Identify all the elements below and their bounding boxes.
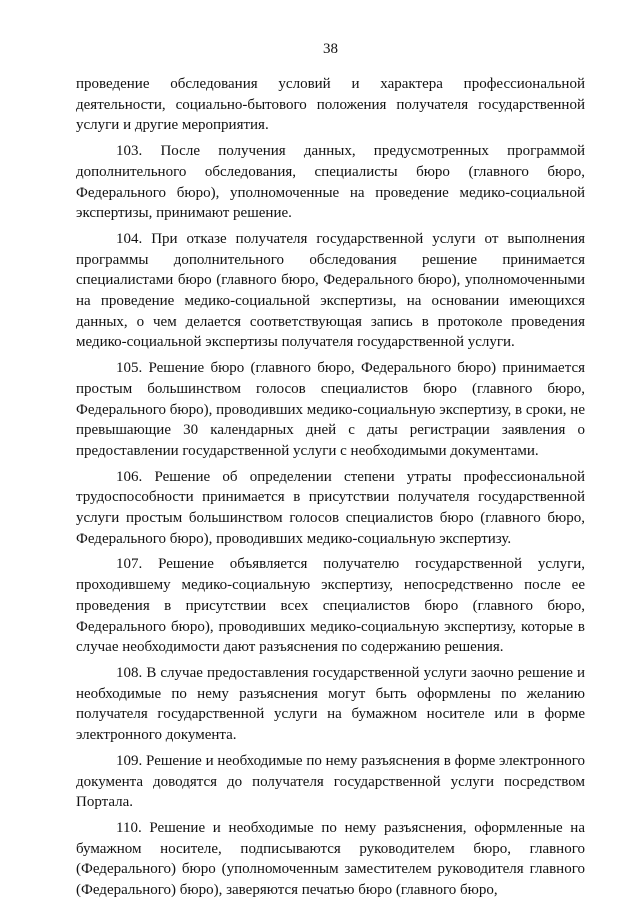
document-page — [76, 0, 585, 905]
paragraph-103: 103. После получения данных, предусмотренных программой дополнительного обследования, специалисты бюро (главного бюро, Федерального бюро), уполномоченные на проведение медико-социальной экспертизы, принимают решение. — [76, 143, 585, 222]
document-body — [76, 74, 585, 906]
paragraph-110: 110. Решение и необходимые по нему разъяснения, оформленные на бумажном носителе, подписываются руководителем бюро, главного (Федерального) бюро (уполномоченным заместителем руководителя главного (Федерального) бюро), заверяются печатью бюро (главного бюро, — [76, 819, 585, 899]
paragraph-109: 109. Решение и необходимые по нему разъяснения в форме электронного документа доводятся до получателя государственной услуги посредством Портала. — [76, 752, 585, 811]
paragraph-106: 106. Решение об определении степени утраты профессиональной трудоспособности принимается в присутствии получателя государственной услуги простым большинством голосов специалистов бюро (главного бюро, Федерального бюро), проводивших медико-социальную экспертизу. — [76, 468, 585, 547]
paragraph-continuation: проведение обследования условий и характера профессиональной деятельности, социально-бытового положения получателя государственной услуги и другие мероприятия. — [76, 76, 585, 134]
page-number: 38 — [323, 41, 338, 57]
paragraph-107: 107. Решение объявляется получателю государственной услуги, проходившему медико-социальную экспертизу, непосредственно после ее проведения в присутствии всех специалистов бюро (главного бюро, Федерального бюро), проводивших медико-социальную экспертизу, которые в случае необходимости дают разъяснения по содержанию решения. — [76, 556, 585, 656]
paragraph-104: 104. При отказе получателя государственной услуги от выполнения программы дополнительного обследования решение принимается специалистами бюро (главного бюро, Федерального бюро), уполномоченными на проведение медико-социальной экспертизы, на основании имеющихся данных, о чем делается соответствующая запись в протоколе проведения медико-социальной экспертизы получателя государственной услуги. — [76, 230, 585, 351]
paragraph-105: 105. Решение бюро (главного бюро, Федерального бюро) принимается простым большинством голосов специалистов бюро (главного бюро, Федерального бюро), проводивших медико-социальную экспертизу, в сроки, не превышающие 30 календарных дней с даты регистрации заявления о предоставлении государственной услуги с необходимыми документами. — [76, 360, 585, 459]
paragraph-108: 108. В случае предоставления государственной услуги заочно решение и необходимые по нему разъяснения могут быть оформлены по желанию получателя государственной услуги на бумажном носителе или в форме электронного документа. — [76, 664, 585, 744]
